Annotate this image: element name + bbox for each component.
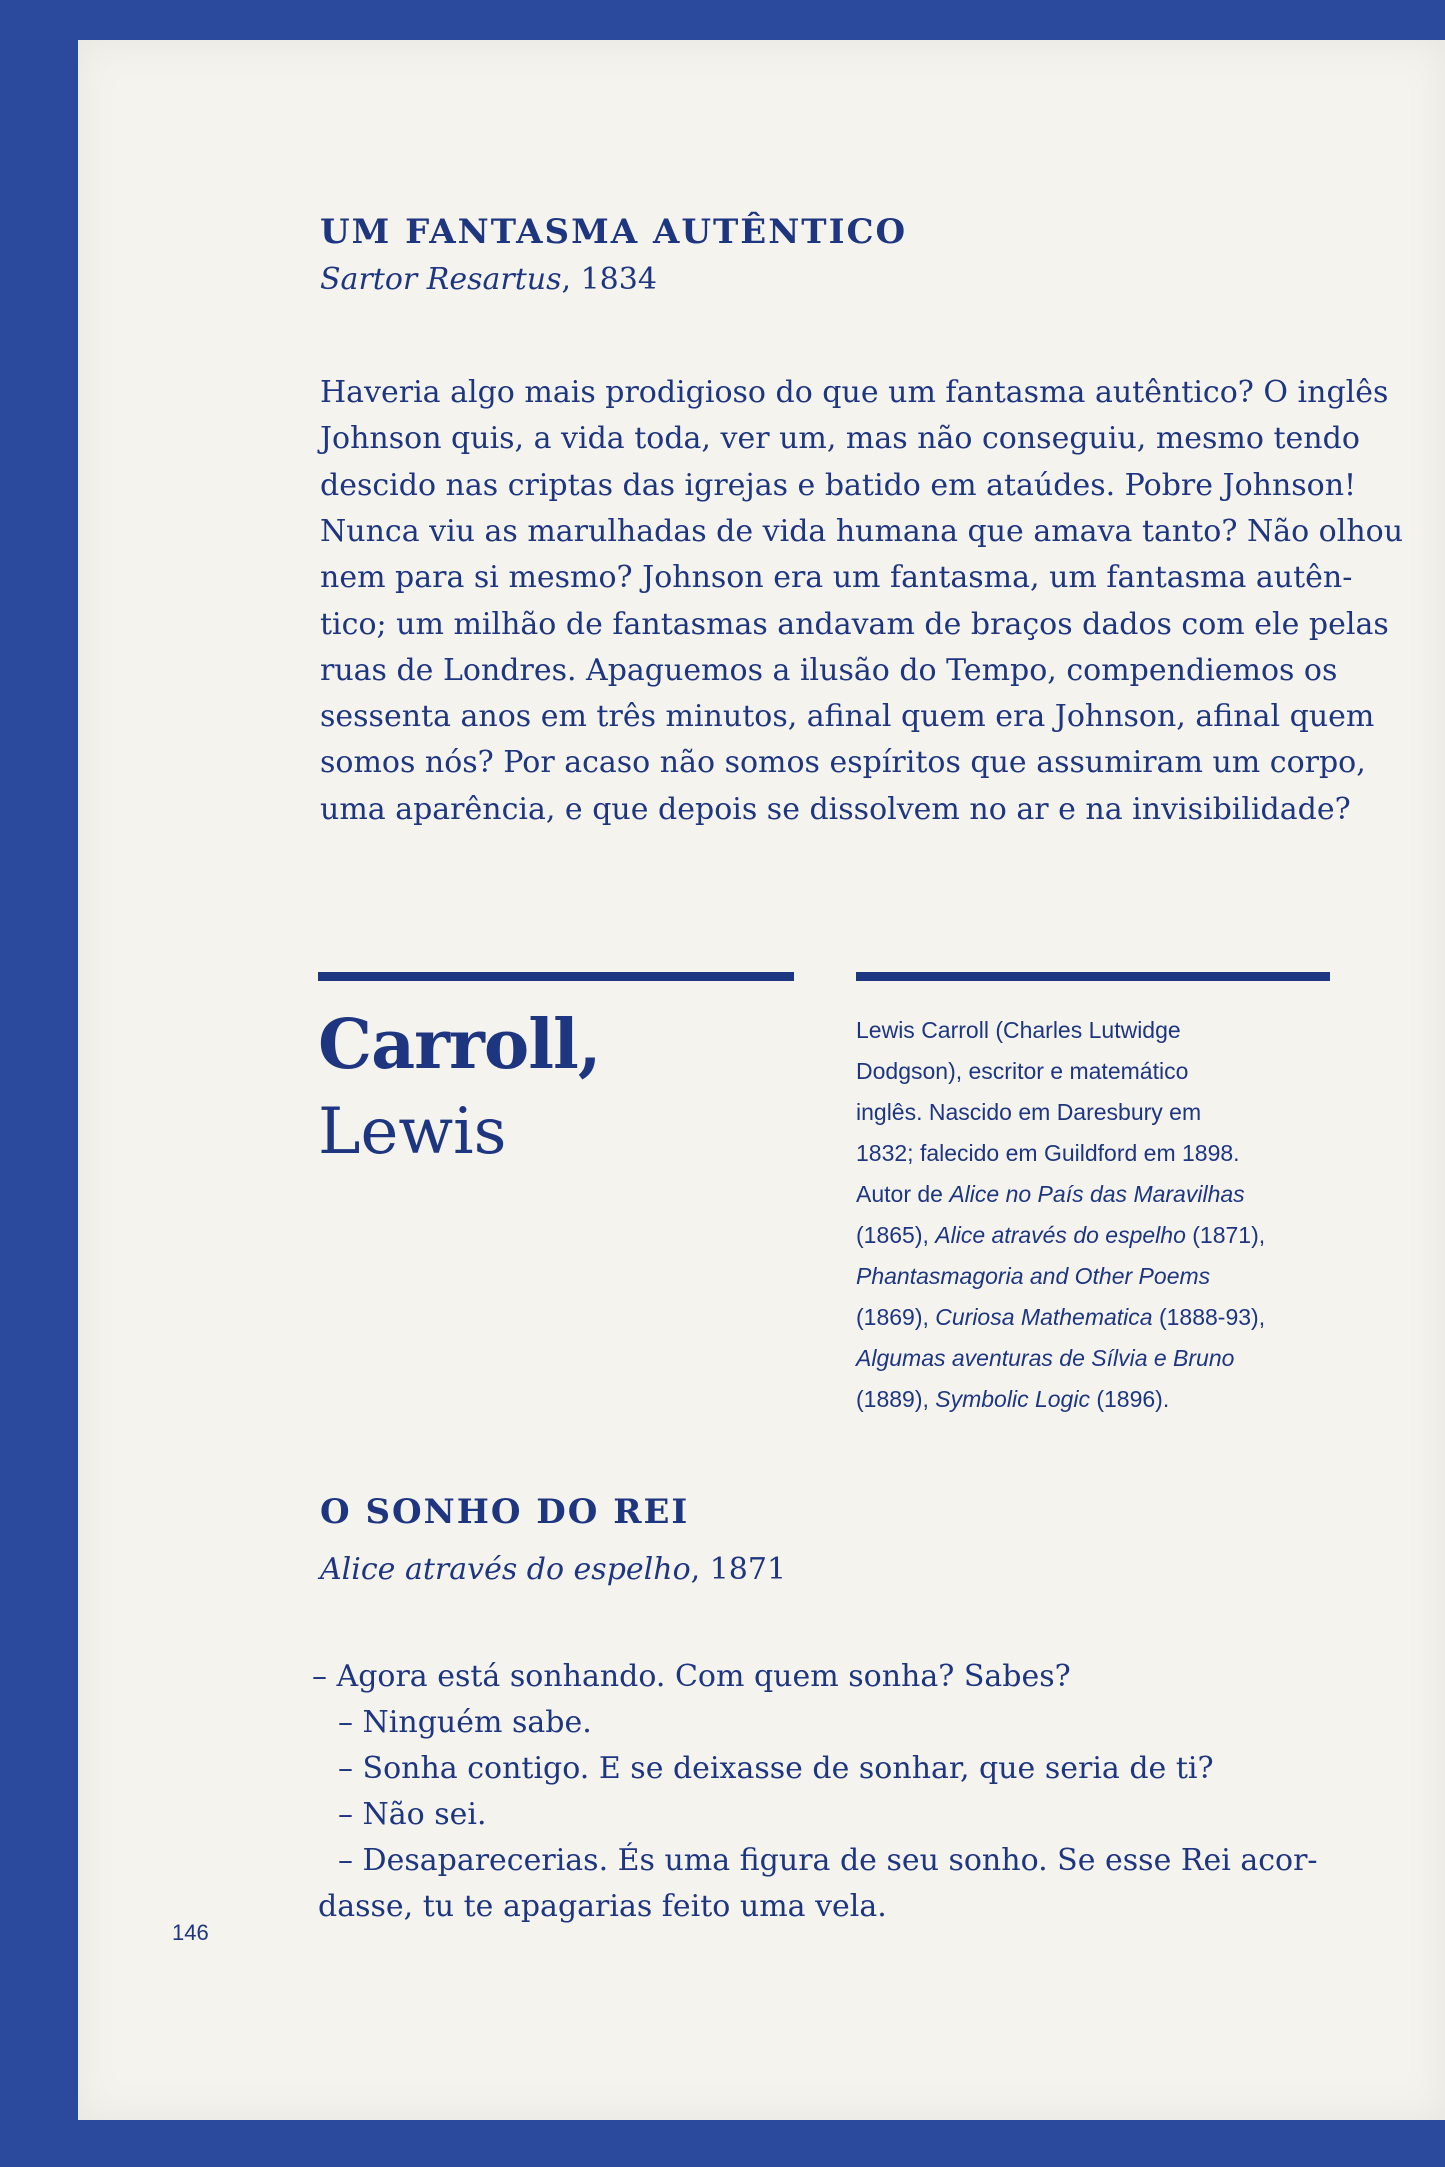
body-line: nem para si mesmo? Johnson era um fantasma, um fantasma autên- [320,560,1353,596]
bio-work-title: Curiosa Mathematica [935,1304,1153,1330]
bio-work-title: Alice no País das Maravilhas [949,1181,1245,1207]
bio-text: (1869), [856,1304,936,1330]
body-line: Haveria algo mais prodigioso do que um fantasma autêntico? O inglês [320,375,1389,410]
bio-line [856,1051,1188,1092]
bio-line [856,1256,1210,1297]
source-year: , 1834 [561,262,657,297]
dialogue-line: – Agora está sonhando. Com quem sonha? Sabes? [312,1659,1071,1694]
bio-text: (1888-93), [1152,1304,1266,1330]
dialogue-line: – Ninguém sabe. [338,1705,592,1740]
bio-text: (1896). [1089,1386,1170,1412]
body-line: somos nós? Por acaso não somos espíritos que assumiram um corpo, [320,745,1366,781]
bio-text: 1832; falecido em Guildford em 1898. [856,1140,1240,1166]
author-surname: Carroll, [318,1005,601,1085]
body-line: Johnson quis, a vida toda, ver um, mas não conseguiu, mesmo tendo [320,421,1360,457]
body-line: ruas de Londres. Apaguemos a ilusão do Tempo, compendiemos os [320,652,1338,688]
bio-work-title: Symbolic Logic [935,1386,1090,1412]
dialogue-line: – Sonha contigo. E se deixasse de sonhar, que seria de ti? [338,1751,1214,1786]
bio-text: (1889), [856,1386,936,1412]
bio-text: inglês. Nascido em Daresbury em [856,1099,1202,1125]
bio-line [856,1133,1240,1174]
body-line: uma aparência, e que depois se dissolvem no ar e na invisibilidade? [320,791,1351,827]
divider-rule-left [318,972,794,981]
bio-line [856,1215,1265,1256]
body-line: sessenta anos em três minutos, afinal quem era Johnson, afinal quem [320,699,1375,735]
bio-line [856,1338,1234,1379]
dialogue-line: – Não sei. [338,1797,487,1832]
section-title: UM FANTASMA AUTÊNTICO [320,212,908,252]
bio-text: Lewis Carroll (Charles Lutwidge [856,1017,1181,1043]
source-year: , 1871 [690,1552,787,1587]
body-line: tico; um milhão de fantasmas andavam de braços dados com ele pelas [320,606,1389,642]
book-page [78,40,1445,2120]
dialogue-line: – Desaparecerias. És uma figura de seu sonho. Se esse Rei acor- [338,1843,1318,1878]
page-number: 146 [172,1920,209,1945]
divider-rule-right [856,972,1330,981]
section-source [320,1552,786,1587]
section-source [320,262,657,297]
bio-work-title: Phantasmagoria and Other Poems [856,1263,1211,1289]
bio-text: Autor de [856,1181,950,1207]
body-line: Nunca viu as marulhadas de vida humana que amava tanto? Não olhou [320,513,1404,549]
bio-work-title: Algumas aventuras de Sílvia e Bruno [856,1345,1235,1371]
bio-line [856,1297,1265,1338]
author-given-name: Lewis [318,1095,507,1169]
bio-line [856,1379,1169,1420]
bio-line [856,1174,1245,1215]
bio-text: (1865), [856,1222,936,1248]
source-work-title: Sartor Resartus [320,262,562,297]
body-line: descido nas criptas das igrejas e batido em ataúdes. Pobre Johnson! [320,467,1357,503]
bio-text: (1871), [1185,1222,1266,1248]
section-title: O SONHO DO REI [320,1492,690,1532]
source-work-title: Alice através do espelho [320,1552,691,1587]
bio-text: Dodgson), escritor e matemático [856,1058,1189,1084]
bio-line [856,1010,1181,1051]
dialogue-line: dasse, tu te apagarias feito uma vela. [318,1889,887,1924]
bio-line [856,1092,1201,1133]
bio-work-title: Alice através do espelho [935,1222,1186,1248]
